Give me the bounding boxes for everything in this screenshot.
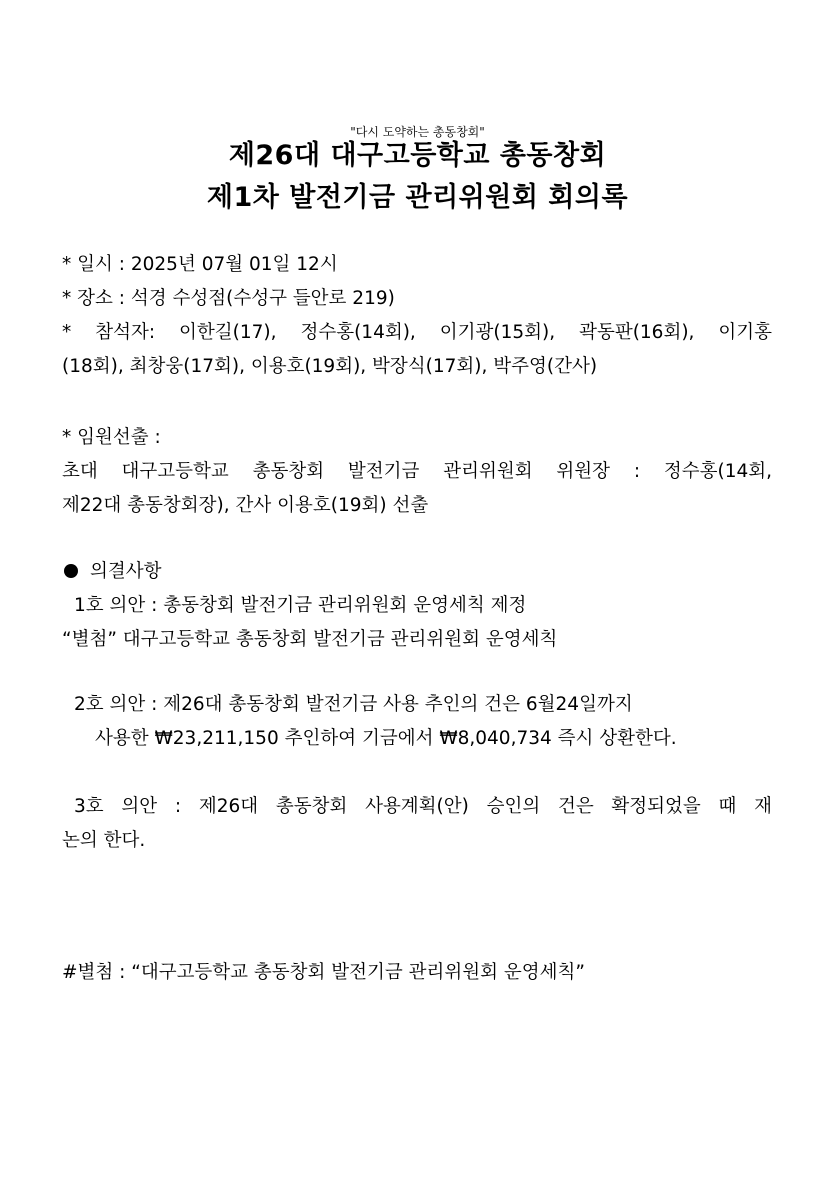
resolution-item3-line1: 3호 의안 : 제26대 총동창회 사용계획(안) 승인의 건은 확정되었을 때 재 [74,796,772,817]
bullet-icon [64,564,78,578]
election-line1: 초대 대구고등학교 총동창회 발전기금 관리위원회 위원장 : 정수홍(14회, [62,461,772,482]
resolution-item2-line2: 사용한 ₩23,211,150 추인하여 기금에서 ₩8,040,734 즉시 상환한다. [95,728,677,749]
attachment-note: #별첨 : “대구고등학교 총동창회 발전기금 관리위원회 운영세칙” [62,962,585,983]
meeting-attendees-line1: * 참석자: 이한길(17), 정수홍(14회), 이기광(15회), 곽동판(16회), 이기홍 [62,322,772,343]
page-title: 제26대 대구고등학교 총동창회 [228,140,607,171]
resolutions-heading-label: 의결사항 [90,561,162,582]
election-heading: * 임원선출 : [62,427,161,448]
meeting-datetime: * 일시 : 2025년 07월 01일 12시 [62,254,338,275]
election-line2: 제22대 총동창회장), 간사 이용호(19회) 선출 [62,495,429,516]
resolution-item3-line2: 논의 한다. [62,830,146,851]
meeting-attendees-line2: (18회), 최창웅(17회), 이용호(19회), 박장식(17회), 박주영(간사) [62,356,598,377]
resolution-item1-line2: “별첨” 대구고등학교 총동창회 발전기금 관리위원회 운영세칙 [62,629,558,650]
page-subtitle: 제1차 발전기금 관리위원회 회의록 [206,182,629,213]
resolution-item1-line1: 1호 의안 : 총동창회 발전기금 관리위원회 운영세칙 제정 [74,595,527,616]
meeting-place: * 장소 : 석경 수성점(수성구 들안로 219) [62,288,395,309]
resolutions-heading [64,559,161,585]
resolution-item2-line1: 2호 의안 : 제26대 총동창회 발전기금 사용 추인의 건은 6월24일까지 [74,694,633,715]
slogan: "다시 도약하는 총동창회" [350,125,485,139]
